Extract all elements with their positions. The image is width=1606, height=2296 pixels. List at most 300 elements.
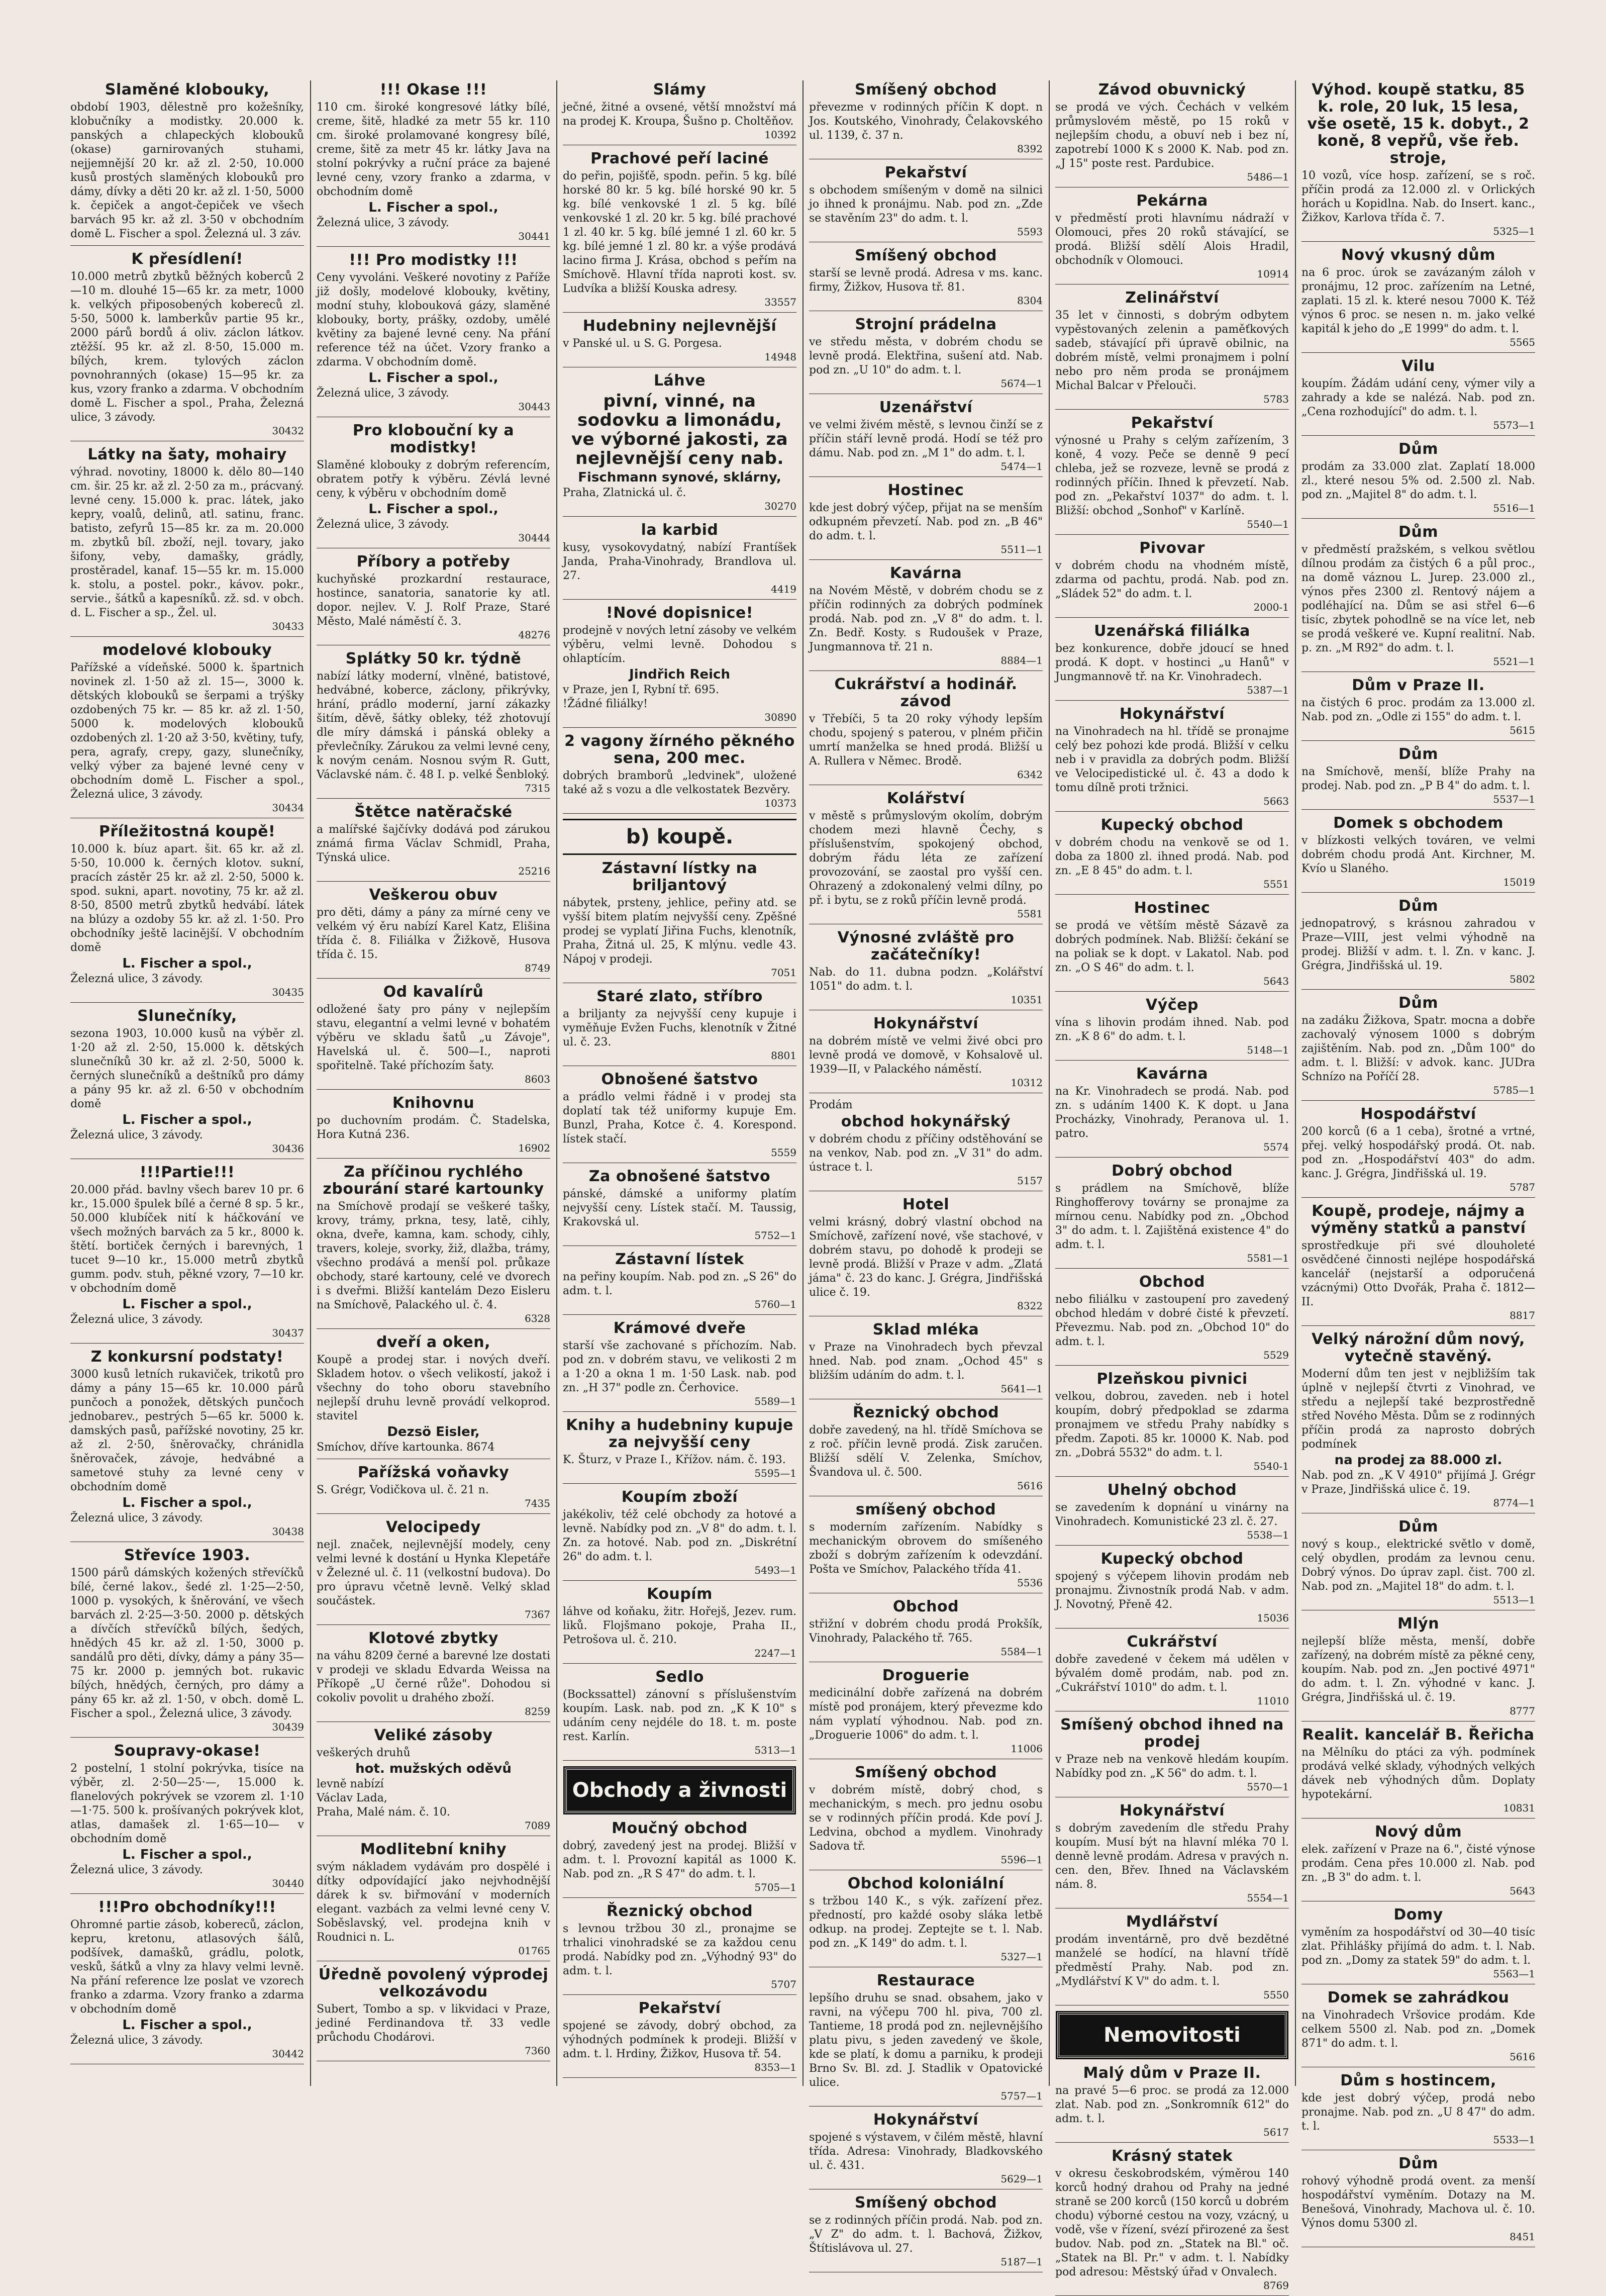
ad-firm: Jindřich Reich — [629, 667, 730, 682]
classified-ad — [563, 1251, 796, 1315]
ad-heading: Od kavalírů — [383, 983, 484, 1001]
ad-body: Praha, Malé nám. č. 10. — [317, 1806, 450, 1819]
ad-address: Železná ulice, 3 závody. — [317, 217, 449, 229]
ad-heading: dveří a oken, — [376, 1333, 490, 1351]
classified-ad — [809, 1972, 1043, 2107]
ad-heading: Dům s hostincem, — [1340, 2072, 1496, 2089]
ad-number: 8777 — [1510, 1705, 1535, 1717]
classified-ad — [809, 1196, 1043, 1316]
ad-body: láhve od koňaku, žitr. Hořejš, Jezev. rum. liků. Flojšmano pokoje, Praha II., Petrošova ul. č. 210. — [563, 1605, 796, 1646]
ad-number: 2000-1 — [1253, 601, 1289, 613]
ad-body: na Smíchově prodají se veškeré tašky, krovy, trámy, prkna, tesy, latě, cihly, okna, dveře, kamna, kam. schody, cihly, travers, koleje, svorky, žiž, dlažba, trámy, všechno prodává a menší pol. průkaze obchody, staré kartouny, celé ve dvorech i s dveřmi. Bližší kantelám Dezo Eisleru na Smíchově, Palackého ul. č. 4. — [317, 1200, 550, 1311]
ad-number: 5187—1 — [1000, 2256, 1043, 2268]
ad-body: Nab. do 11. dubna podzn. „Kolářství 1051" do adm. t. l. — [809, 966, 1043, 993]
ad-heading: Obchod — [1139, 1273, 1206, 1291]
ad-body: medicinální dobře zařízená na dobrém místě pod pronájem, který převezme kdo nám vyplatí výhodnou. Nab. pod zn. „Droguerie 1006" do adm. t. l. — [809, 1687, 1043, 1742]
classified-ad — [317, 1841, 550, 1961]
classified-ad — [1301, 1824, 1535, 1901]
ad-body: spojený s výčepem lihovin prodám neb pronajmu. Živnostník prodá Nab. v adm. J. Novotný, Přeně 42. — [1055, 1570, 1289, 1611]
classified-ad — [1055, 540, 1289, 618]
ad-body: Nab. pod zn. „K V 4910" přijímá J. Grégr v Praze, Jindřišská ulice č. 19. — [1301, 1469, 1535, 1496]
column-rule — [556, 80, 557, 2086]
classified-ad — [317, 887, 550, 979]
ad-number: 8817 — [1510, 1309, 1535, 1321]
ad-address: Železná ulice, 3 závody. — [70, 1129, 203, 1141]
classified-ad — [809, 2112, 1043, 2189]
ad-number: 5327—1 — [1000, 1951, 1043, 1963]
ad-heading: Výčep — [1146, 996, 1198, 1014]
classified-ad — [809, 399, 1043, 477]
ad-number: 5593 — [1017, 226, 1043, 238]
ad-number: 5617 — [1263, 2126, 1289, 2138]
ad-body: ve velmi živém městě, s levnou činží se z příčin stáří levně prodá. Hodí se též pro dámu. Nab. pod zn. „M 1" do adm. t. l. — [809, 419, 1043, 459]
ad-body: s moderním zařízením. Nabídky s mechanickým obrovem do smíšeného zboží s dobrým zařízením k odevzdání. Pošta ve Smíchov, Palackého třída 41. — [809, 1521, 1043, 1576]
ad-heading: Cukrářství a hodinář. závod — [834, 676, 1018, 710]
ad-body: 10.000 k. bíuz apart. šit. 65 kr. až zl. 5·50, 10.000 k. černých klotov. sukní, pracích zástěr 25 kr. až zl. 2·50, 5000 k. spod. sukni, apart. novotiny, 75 kr. až zl. 8·50, 8500 metrů zbytků hedvábí. látek na blúzy a ozdoby 55 kr. až zl. 1·50. Pro obchodníky ještě lacinější. V obchodním domě — [70, 843, 304, 954]
ad-body: (Bockssattel) zánovní s příslušenstvím koupím. Lask. nab. pod zn. „K K 10" s udáním ceny nejdéle do 18. t. m. poste rest. Karlín. — [563, 1688, 796, 1743]
ad-heading: Zástavní lístek — [615, 1251, 744, 1268]
ad-body: vína s lihovin prodám ihned. Nab. pod zn. „K 8 6" do adm. t. l. — [1055, 1016, 1289, 1043]
ad-body: kusy, vysokovydatný, nabízí Frantíšek Janda, Praha-Vinohrady, Brandlova ul. 27. — [563, 541, 796, 582]
ad-heading: Slaměné klobouky, — [105, 81, 270, 99]
ad-body: K. Šturz, v Praze I., Křížov. nám. č. 193. — [563, 1454, 786, 1466]
classified-ad — [1055, 1716, 1289, 1797]
classified-ad — [1055, 193, 1289, 284]
ad-heading: Hospodářství — [1360, 1105, 1476, 1123]
ad-firm: L. Fischer a spol., — [368, 502, 498, 517]
ad-body: velkou, dobrou, zaveden. neb i hotel koupím, dobrý předpoklad se zdarma pronajmem ve středu Prahy nabídky s předm. Zapoti. 85 kr. 10000 K. Nab. pod zn. „Dobrá 5532" do adm. t. l. — [1055, 1390, 1289, 1459]
ad-number: 01765 — [518, 1945, 550, 1957]
ad-body: dobře zavedený, na hl. třídě Smíchova se z roč. příčin levně prodá. Zisk zaručen. Bližší sdělí V. Zelenka, Smíchov, Švandova ul. č. 500. — [809, 1424, 1043, 1479]
classified-ad — [809, 1321, 1043, 1399]
classified-ad — [563, 150, 796, 313]
ad-number: 5752—1 — [754, 1229, 796, 1241]
ad-number: 5757—1 — [1000, 2090, 1043, 2102]
ad-body: levně nabízí — [317, 1778, 384, 1790]
ad-heading: Slámy — [653, 81, 707, 99]
ad-body: veškerých druhů — [317, 1747, 411, 1759]
ad-heading: Koupím — [647, 1585, 713, 1603]
ad-number: 5785—1 — [1493, 1084, 1535, 1096]
ad-number: 5616 — [1510, 2051, 1535, 2063]
ad-heading: Látky na šaty, mohairy — [87, 446, 287, 463]
ad-heading: Kolářství — [886, 790, 965, 807]
newspaper-page — [70, 80, 1538, 2291]
ad-body: Ohromné partie zásob, kobereců, záclon, kepru, kretonu, atlasových šálů, podšívek, damašků, grádlu, polotk, vesků, šátků a vlny za hlavy velmi levně. Na přání reference lze poslat ve vzorech franko a zdarma. Vzory franko a zdarma v obchodním domě — [70, 1919, 304, 2016]
ad-body: ve středu města, v dobrém chodu se levně prodá. Elektřina, sušení atd. Nab. pod zn. „U 10" do adm. t. l. — [809, 336, 1043, 376]
classified-ad — [809, 482, 1043, 560]
ad-number: 8769 — [1263, 2279, 1289, 2291]
ad-body: se prodá ve větším městě Sázavě za dobrých podmínek. Nab. Bližší: čekání se na poliak se k dopt. v Lakatol. Nab. pod zn. „O S 46" do adm. t. l. — [1055, 919, 1289, 974]
classified-ad — [809, 1501, 1043, 1593]
ad-body: prodejně v nových letní zásoby ve velkém výběru, velmi levně. Dohodou s ohlaptícím. — [563, 624, 796, 665]
ad-body: období 1903, dělestně pro kožešníky, klobučníky a modistky. 20.000 k. panských a chlapeckých klobouků (okase) garnirovaných stuhami, nejjemnější 20 kr. až zl. 2·50, 10.000 kusů prostých slaměných klobouků pro dámy, dívky a děti 20 kr. až zl. 1·50, 5000 k. čepiček a angot-čepiček ve všech barvách 95 kr. až zl. 3·50 v obchodním domě L. Fischer a spol. Železná ul. 3 záv. — [70, 101, 304, 240]
classified-ad — [809, 247, 1043, 311]
ad-body: výhrad. novotiny, 18000 k. dělo 80—140 cm. šir. 25 kr. až zl. 2·50 za m., prácvaný. levné ceny. 15.000 k. prac. látek, jako kepry, voalů, delinů, atl. satinu, franc. batisto, zefyrů 15—85 kr. za m. 20.000 m. zbytků bíl. zboží, nejl. tovary, jako šifony, veby, damašky, grádly, prostěradel, kanaf. 15—55 kr. m. 15.000 k. stolu, a postel. pokr., kávov. pokr., servie., šátků a kapesníků. zž. sd. v obch. d. L. Fischer a sp., Žel. ul. — [70, 466, 304, 619]
ad-heading: Za obnošené šatstvo — [588, 1168, 771, 1185]
ad-body: 10.000 metrů zbytků běžných koberců 2—10 m. dlouhé 15—65 kr. za metr, 1000 k. velkých připosobených kobereců zl. 5·50, 5000 k. lamberkův partie 95 kr., 2000 párů bordů á oliv. záclon látkov. ztěžší. 95 kr. až zl. 8·50, 15.000 m. bílých, krem. tylových záclon povnohranných (okase) 15—95 kr. za kus, vzory franko a zdarma. V obchodním domě L. Fischer a spol., Praha, Železná ulice, 3 závody. — [70, 270, 304, 424]
ad-heading: Cukrářství — [1127, 1633, 1218, 1651]
ad-body: spojené se závody, dobrý obchod, za výhodných podmínek k prodeji. Bližší v adm. t. l. Hrdiny, Žižkov, Husova tř. 54. — [563, 2020, 796, 2060]
ad-body: pro děti, dámy a pány za mírné ceny ve velkém vý ěru nabízí Karel Katz, Elišina třída č. 8. Filiálka v Žižkově, Husova třída č. 15. — [317, 906, 550, 961]
ad-address: Železná ulice, 3 závody. — [70, 1864, 203, 1876]
classified-ad — [809, 1098, 1043, 1191]
ad-body: na Kr. Vinohradech se prodá. Nab. pod zn. s udáním 1400 K. K dopt. u Jana Procházky, Vinohrady, Peranova ul. 1. patro. — [1055, 1085, 1289, 1140]
classified-ad — [1055, 81, 1289, 187]
ad-heading: Dům v Praze II. — [1352, 677, 1485, 694]
ad-number: 5516—1 — [1493, 502, 1535, 514]
ad-body: na Novém Městě, v dobrém chodu se z příčin rodinných za dobrých podmínek prodá. Nab. pod zn. „V 8" do adm. t. l. Zn. Bedř. Kosty. s Rudoušek v Praze, Jungmannova tř. 21 n. — [809, 585, 1043, 653]
classified-ad — [317, 1334, 550, 1459]
ad-body: kde jest dobrý výčep, prodá nebo pronajme. Nab. pod zn. „U 8 47" do adm. t. l. — [1301, 2092, 1535, 2133]
classified-ad — [1055, 817, 1289, 895]
ad-heading: Moučný obchod — [612, 1820, 748, 1837]
ad-number: 8884—1 — [1000, 654, 1043, 666]
ad-body: v dobrém chodu z příčiny odstěhování se na venkov, Nab. pod zn. „V 31" do adm. ústrace t. l. — [809, 1133, 1043, 1174]
ad-address: Železná ulice, 3 závody. — [70, 2034, 203, 2047]
ad-heading: Hokynářství — [873, 1015, 979, 1032]
classified-ad — [317, 1519, 550, 1625]
ad-number: 7367 — [525, 1608, 550, 1620]
ad-body: střižní v dobrém chodu prodá Prokšík, Vinohrady, Palackého tř. 765. — [809, 1618, 1043, 1645]
classified-ad — [1055, 1482, 1289, 1546]
classified-ad — [809, 1667, 1043, 1759]
ad-number: 30438 — [272, 1525, 304, 1538]
ad-heading: Dům — [1398, 745, 1439, 763]
classified-ad — [563, 605, 796, 728]
ad-heading: Smíšený obchod — [854, 247, 997, 264]
ad-number: 5533—1 — [1493, 2134, 1535, 2146]
ad-body: v dobrém místě, dobrý chod, s mechanickým, s mech. pro jednu osobu se v rodinných příčin prodá. Kde poví J. Ledvina, obchod a mydlem. Vinohrady Sadova tř. — [809, 1784, 1043, 1853]
ad-firm: Fischmann synové, sklárny, — [578, 470, 781, 485]
ad-firm: L. Fischer a spol., — [122, 1297, 252, 1312]
ad-heading: Dům — [1398, 440, 1439, 458]
ad-body: na zadáku Žižkova, Spatr. mocna a dobře zachovalý výnosem 1000 s dobrým zajištěním. Nab. pod zn. „Dům 100" do adm. t. l. Bližší: v advok. kanc. JUDra Schnízo na Poříčí 28. — [1301, 1014, 1535, 1083]
column-6 — [1301, 80, 1535, 2243]
ad-heading: Domek s obchodem — [1333, 814, 1503, 832]
ad-heading: Smíšený obchod — [854, 2194, 997, 2212]
ad-heading: Pekařství — [884, 164, 967, 181]
ad-heading: Strojní prádelna — [855, 316, 997, 333]
ad-number: 30270 — [764, 500, 796, 512]
ad-body: výnosné u Prahy s celým zařízením, 3 koně, 4 vozy. Peče se denně 9 pecí chleba, jež se rozveze, levně se prodá z rodinných příčin. Ihned k převzetí. Nab. pod zn. „Pekařství 1037" do adm. t. l. Bližší: obchod „Sonhof" v Karlíně. — [1055, 434, 1289, 517]
ad-heading: Restaurace — [876, 1972, 975, 1989]
ad-body: s dobrým zavedením dle středu Prahy koupím. Musí být na hlavní mléka 70 l. denně levně prodám. Adresa v pravých n. cen. den, Břev. Ihned na Václavském nám. 8. — [1055, 1822, 1289, 1891]
ad-number: 5148—1 — [1247, 1044, 1289, 1056]
ad-body: Pařížské a vídeňské. 5000 k. špartnich novinek zl. 1·50 až zl. 15—, 3000 k. dětských klobouků se šerpami a trýšky ozdobených 75 kr. — 85 kr. až zl. 1·50, 5000 k. modelových klobouků ozdobených zl. 1·20 až 3·50, květiny, tufy, pera, agrafy, crepy, gazy, slunečníky, velký výber za bajené levné ceny v obchodním domě L. Fischer a spol., Železná ulice, 3 závody. — [70, 661, 304, 801]
ad-number: 5629—1 — [1000, 2173, 1043, 2185]
ad-heading: Soupravy-okase! — [114, 1742, 261, 1760]
ad-body: nabízí látky moderní, vlněné, batistové, hedvábné, koberce, záclony, přikrývky, hrání, prádlo moderní, jarní zákazky šitím, děvě, šátky obleky, též zhotovují dle míry dámská i pánská obleky a převlečníky. Zárukou za velmi levné ceny, k novým cenám. Nosnou svým R. Gutt, Václavské nám. č. 48 I. p. velké Šenbloký. — [317, 670, 550, 781]
ad-body: dobře zavedené v čekem má udělen v bývalém domě prodám, nab. pod zn. „Cukrářství 1010" do adm. t. l. — [1055, 1653, 1289, 1694]
ad-heading: K přesídlení! — [131, 250, 243, 268]
ad-heading: Knihovnu — [392, 1094, 475, 1112]
ad-firm: hot. mužských oděvů — [355, 1761, 512, 1776]
ad-body: v dobrém chodu na vhodném místě, zdarma od pachtu, prodá. Nab. pod zn. „Sládek 52" do adm. t. l. — [1055, 559, 1289, 600]
classified-ad — [70, 1164, 304, 1344]
ad-heading: Kupecký obchod — [1100, 816, 1244, 834]
ad-body: rohový výhodně prodá ovent. za menší hospodářství vyměním. Dotazy na M. Benešová, Vinohrady, Machova ul. č. 10. Výnos domu 5300 zl. — [1301, 2175, 1535, 2230]
ad-number: 5589—1 — [754, 1395, 796, 1407]
ad-number: 8353—1 — [754, 2061, 796, 2073]
classified-ad — [1301, 1615, 1535, 1721]
ad-body: odložené šaty pro pány v nejlepším stavu, elegantní a velmi levné v bohatém výběru ve skladu šatů „u Závoje", Havelská ul. č. 500—I., naproti spořitelně. Také příchozím šaty. — [317, 1003, 550, 1072]
classified-ad — [563, 1489, 796, 1581]
ad-heading: Uzenářská filiálka — [1094, 622, 1250, 640]
ad-body: kuchyňské prozkardní restaurace, hostince, sanatoria, sanatorie ky atl. dopor. nejlev. V. J. Rolf Praze, Staré Město, Malé náměstí č. 3. — [317, 573, 550, 628]
classified-ad — [317, 1464, 550, 1514]
ad-number: 5536 — [1017, 1577, 1043, 1589]
ad-heading: Obnošené šatstvo — [601, 1071, 758, 1088]
classified-ad — [809, 316, 1043, 394]
ad-heading: Dům — [1398, 523, 1439, 541]
classified-ad — [1055, 2148, 1289, 2296]
classified-ad — [1301, 1106, 1535, 1198]
ad-number: 5643 — [1263, 975, 1289, 987]
ad-heading: Smíšený obchod — [854, 1764, 997, 1781]
classified-ad — [563, 733, 796, 814]
ad-heading: Výhod. koupě statku, 85 k. role, 20 luk, 15 lesa, vše osetě, 15 k. dobyt., 2 koně, 8 vepřů, vše řeb. stroje, — [1307, 81, 1530, 167]
ad-body: a briljanty za nejvyšší ceny kupuje i vyměňuje Evžen Fuchs, klenotník v Žitné ul. č. 23. — [563, 1008, 796, 1048]
classified-ad — [1301, 995, 1535, 1101]
ad-heading: Sedlo — [655, 1668, 704, 1686]
classified-ad — [317, 984, 550, 1090]
ad-firm: L. Fischer a spol., — [122, 1495, 252, 1510]
ad-heading: Řeznický obchod — [852, 1404, 999, 1421]
ad-body: v předměstí pražském, s velkou světlou dílnou prodám za čistých 6 a půl proc., na domě váznou L. Jurep. 23.000 zl., výnos přes 2300 zl. Rentový nájem a podléhající na. Dům se asi střel 6—6 tisíc, zbytek pohodlně se na více let, neb se prodá veškeré ve. Kupní realitní. Nab. p. zn. „M R92" do adm. t. l. — [1301, 543, 1535, 654]
section-banner: Obchody a živnosti — [565, 1768, 794, 1813]
ad-number: 30435 — [272, 986, 304, 998]
ad-heading: obchod hokynářský — [841, 1113, 1011, 1130]
classified-ad — [317, 422, 550, 548]
column-5 — [1055, 80, 1289, 2291]
ad-body: po duchovním prodám. Č. Stadelska, Hora Kutná 236. — [317, 1114, 550, 1141]
ad-number: 5550 — [1263, 1989, 1289, 2001]
ad-number: 10312 — [1011, 1077, 1043, 1089]
ad-heading: Pařížská voňavky — [357, 1464, 510, 1481]
ad-number: 5641—1 — [1000, 1383, 1043, 1395]
classified-ad — [563, 1586, 796, 1664]
ad-body: v městě s průmyslovým okolím, dobrým chodem mezi hlavně Čechy, s příslušenstvím, spokojený obchod, dobrým řádu léta ze zařízení provozování, se zaostal pro vyšší cen. Ohrazený a zdokonalený velmi dílny, po př. i bytu, se z roků příčin levně prodá. — [809, 810, 1043, 907]
classified-ad — [1301, 81, 1535, 242]
ad-heading: Veliké zásoby — [374, 1727, 493, 1744]
classified-ad — [563, 318, 796, 367]
ad-heading: Knihy a hudebniny kupuje za nejvyšší ceny — [566, 1416, 793, 1451]
ad-number: 8322 — [1017, 1300, 1043, 1312]
ad-firm: L. Fischer a spol., — [368, 370, 498, 386]
ad-number: 5565 — [1510, 336, 1535, 348]
ad-firm: na prodej za 88.000 zl. — [1334, 1453, 1502, 1468]
classified-ad — [70, 1349, 304, 1542]
classified-ad — [1301, 1518, 1535, 1610]
ad-heading: Malý dům v Praze II. — [1083, 2064, 1261, 2082]
ad-heading: Hokynářství — [1119, 705, 1225, 723]
ad-body: sprostředkuje při své dlouholeté osvědčené činnosti nejlépe hospodářská kancelář (nejstarší a odporučená vzácnými) Otto Dvořák, Praha č. 1812—II. — [1301, 1239, 1535, 1308]
column-2 — [317, 80, 550, 2091]
ad-body: pánské, dámské a uniformy platím nejvyšší ceny. Lístek stačí. M. Taussig, Krakovská ul. — [563, 1188, 796, 1228]
classified-ad — [809, 1404, 1043, 1496]
ad-number: 30434 — [272, 802, 304, 814]
ad-large-text: pivní, vinné, na sodovku a limonádu, ve výborné jakosti, za nejlevnější ceny nab. — [571, 391, 788, 468]
classified-ad — [1055, 997, 1289, 1061]
classified-ad — [1055, 706, 1289, 812]
classified-ad — [809, 929, 1043, 1010]
classified-ad — [1055, 900, 1289, 992]
ad-heading: Řeznický obchod — [606, 1902, 753, 1920]
ad-heading: Z konkursní podstaty! — [90, 1348, 284, 1366]
ad-body: Ceny vyvoláni. Veškeré novotiny z Paříže již došly, modelové klobouky, květiny, modní stuhy, klobouková gázy, slaměné klobouky, borty, prášky, ozdoby, umělé květiny za bajené levné ceny. Na přání reference též na účet. Vzory franko a zdarma. V obchodním domě. — [317, 271, 550, 368]
ad-number: 5513—1 — [1493, 1594, 1535, 1606]
classified-ad — [809, 164, 1043, 242]
ad-body: na Vinohradech Vršovice prodám. Kde celkem 5500 zl. Nab. pod zn. „Domek 871" do adm. t. l. — [1301, 2009, 1535, 2050]
classified-ad — [563, 988, 796, 1066]
ad-number: 30433 — [272, 620, 304, 632]
classified-ad — [1301, 2155, 1535, 2247]
classified-ad — [70, 446, 304, 637]
ad-body: v dobrém chodu na venkově se od 1. doba za 1800 zl. ihned prodá. Nab. pod zn. „E 8 45" do adm. t. l. — [1055, 836, 1289, 877]
classified-ad — [1301, 1906, 1535, 1984]
ad-heading: Krámové dveře — [613, 1319, 746, 1337]
classified-ad — [1055, 1551, 1289, 1629]
ad-body: na peřiny koupím. Nab. pod zn. „S 26" do adm. t. l. — [563, 1271, 796, 1297]
ad-body: v blízkosti velkých továren, ve velmi dobrém chodu prodá Ant. Kirchner, M. Kvío u Slaného. — [1301, 834, 1535, 875]
ad-heading: Za příčinou rychlého zbourání staré kartounky — [323, 1163, 544, 1198]
classified-ad — [1055, 1066, 1289, 1158]
ad-number: 7435 — [525, 1497, 550, 1509]
ad-number: 7089 — [525, 1820, 550, 1832]
ad-body: nebo filiálku v zastoupení pro zavedený obchod hledám v dobré čisté k převzetí. Převezmu. Nab. pod zn. „Obchod 10" do adm. t. l. — [1055, 1293, 1289, 1348]
ad-body: Koupě a prodej star. i nových dveří. Skladem hotov. o všech velikostí, jakož i všechny do toho oboru stavebního nejlepší druhu levně provádí velkoprod. stavitel — [317, 1354, 550, 1422]
ad-number: 30444 — [518, 532, 550, 544]
ad-number: 5559 — [771, 1146, 796, 1159]
ad-number: 25216 — [518, 865, 550, 877]
classified-ad — [1301, 1331, 1535, 1513]
ad-heading: Příležitostná koupě! — [98, 823, 276, 840]
ad-body: 110 cm. široké kongresové látky bílé, creme, šitě, hladké za metr 55 kr. 110 cm. široké prolamované kongresy bílé, creme, šitě za metr 45 kr. látky Java na stolní pokrývky a ruční práce za bajené levné ceny, vzory franko a zdarma, v obchodním domě — [317, 101, 550, 198]
classified-ad — [1055, 415, 1289, 535]
classified-ad — [809, 565, 1043, 671]
ad-number: 7360 — [525, 2045, 550, 2057]
ad-number: 8259 — [525, 1705, 550, 1717]
ad-number: 8603 — [525, 1073, 550, 1085]
ad-heading: Mlýn — [1397, 1615, 1440, 1633]
ad-number: 8451 — [1510, 2231, 1535, 2243]
classified-ad — [1055, 1163, 1289, 1269]
classified-ad — [70, 1743, 304, 1894]
classified-ad — [1301, 677, 1535, 741]
ad-body: 1500 párů dámských kožených střevíčků bílé, černé lakov., šedé zl. 1·25—2·50, 1000 p. vysokých, k šněrování, ve všech barvách zl. 2·25—3·50. 2000 p. dětských a dívčích střevíčků bílých, šedých, hnědých 45 kr. až zl. 1·50, 3000 p. sandálů pro děti, dívky, dámy a pány 35—75 kr. 2000 p. jemných bot. rukavic bílých, hnědých, černých, pro dámy a pány 65 kr. až zl. 1·50, v obch. domě L. Fischer a spol., Železná ulice, 3 závody. — [70, 1567, 304, 1720]
ad-number: 5573—1 — [1493, 419, 1535, 431]
ad-number: 5538—1 — [1247, 1529, 1289, 1541]
ad-heading: Uzenářství — [879, 399, 973, 416]
ad-body: jakékoliv, též celé obchody za hotové a levně. Nabídky pod zn. „V 8" do adm. t. l. Zn. za hotové. Nab. pod zn. „Diskrétní 26" do adm. t. l. — [563, 1508, 796, 1563]
classified-ad — [1301, 1203, 1535, 1326]
ad-body: lepšího druhu se snad. obsahem, jako v ravni, na výčepu 700 hl. piva, 700 zl. Tantieme, 18 prodá pod zn. nejlevnějšího platu pivu, s jeden zavedený ve škole, kde se platí, k domu a parniku, k prodeji Brno Sv. Bl. zd. J. Stadlik v Opatovické ulice. — [809, 1992, 1043, 2089]
ad-heading: Závod obuvnický — [1098, 81, 1246, 99]
ad-address: Železná ulice, 3 závody. — [317, 518, 449, 531]
ad-body: nejl. značek, nejlevnější modely, ceny velmi levné k dostání u Hynka Klepetáře v Železné ul. č. 11 (velkostní budova). Do pro úpravu včetně levně. Velký sklad součástek. — [317, 1539, 550, 1607]
ad-number: 5760—1 — [754, 1298, 796, 1310]
ad-body: dobrých bramborů „ledvinek", uložené také až s vozu a dle velkostatek Bezvěry. — [563, 770, 796, 796]
column-rule — [1295, 80, 1296, 2086]
ad-number: 5540-1 — [1253, 1460, 1289, 1472]
ad-body: Subert, Tombo a sp. v likvidaci v Praze, jediné Ferdinandova tř. 33 vedle průchodu Chodárovi. — [317, 2003, 550, 2044]
classified-ad — [563, 1071, 796, 1163]
ad-number: 8774—1 — [1493, 1497, 1535, 1509]
ad-number: 8304 — [1017, 295, 1043, 307]
classified-ad — [563, 81, 796, 145]
ad-number: 10831 — [1503, 1802, 1535, 1814]
ad-heading: !!! Pro modistky !!! — [349, 251, 518, 269]
ad-number: 5570—1 — [1247, 1781, 1289, 1793]
ad-number: 5595—1 — [754, 1467, 796, 1479]
ad-pretitle: Prodám — [809, 1099, 853, 1111]
column-rule — [1049, 80, 1050, 2086]
ad-body: jednopatrový, s krásnou zahradou v Praze—VIII, jest velmi výhodně na prodej. Bližší v adm. t. l. Zn. v kanc. J. Grégra, Jindřišská ul. 19. — [1301, 917, 1535, 972]
ad-heading: Úředně povolený výprodej velkozávodu — [318, 1966, 549, 2000]
ad-heading: Slunečníky, — [137, 1007, 237, 1025]
ad-heading: !!! Okase !!! — [379, 81, 487, 99]
ad-heading: Hudebniny nejlevnější — [582, 317, 777, 335]
classified-ad — [1301, 358, 1535, 436]
ad-body: v Třebíči, 5 ta 20 roky výhody lepším chodu, spojený s paterou, v plném přičin umrtí manželka se hned prodá. Bližší u A. Rullera v Němec. Brodě. — [809, 713, 1043, 768]
ad-heading: Mydlářství — [1126, 1913, 1219, 1931]
ad-number: 7315 — [525, 782, 550, 794]
ad-heading: Pekařství — [1131, 414, 1214, 432]
classified-ad — [317, 553, 550, 645]
ad-heading: Zástavní lístky na briljantový — [601, 859, 758, 894]
ad-body: v předměstí proti hlavnímu nádraží v Olomouci, přes 20 roků stávající, se prodá. Bližší sdělí Alois Hradil, obchodník v Olomouci. — [1055, 212, 1289, 267]
ad-number: 5554—1 — [1247, 1892, 1289, 1904]
ad-heading: Splátky 50 kr. týdně — [345, 650, 522, 667]
ad-number: 10351 — [1011, 994, 1043, 1006]
ad-number: 5581—1 — [1247, 1252, 1289, 1264]
ad-heading: Veškerou obuv — [369, 886, 498, 904]
ad-number: 5643 — [1510, 1885, 1535, 1897]
ad-number: 6328 — [525, 1312, 550, 1324]
ad-body: 2 postelní, 1 stolní pokrývka, tisíce na výběr, zl. 2·50—25·—, 15.000 k. flanelových pokrývek se vzorem zl. 1·10—1·75. 500 k. prošívaných pokrývek klot, atlas, damašek zl. 1·65—10— v obchodním domě — [70, 1762, 304, 1845]
ad-heading: Příbory a potřeby — [356, 553, 511, 570]
ad-heading: smíšený obchod — [855, 1501, 996, 1518]
ad-number: 5325—1 — [1493, 225, 1535, 237]
ad-body: kde jest dobrý výčep, přijat na se menším odkupném převzetí. Nab. pod zn. „B 46" do adm. t. l. — [809, 502, 1043, 542]
ad-heading: Hokynářství — [1119, 1802, 1225, 1820]
ad-body: nový s koup., elektrické světlo v domě, celý obydlen, prodám za levnou cenu. Dobrý výnos. Do úprav zapl. čist. 700 zl. Nab. pod zn. „Majitel 18" do adm. t. l. — [1301, 1538, 1535, 1593]
ad-heading: Sklad mléka — [872, 1321, 979, 1338]
ad-heading: Zelinářství — [1125, 289, 1219, 307]
classified-ad — [809, 2194, 1043, 2272]
ad-heading: Realit. kancelář B. Řeřicha — [1302, 1726, 1535, 1744]
ad-body: elek. zařízení v Praze na 6.", čisté výnose prodám. Cena přes 10.000 zl. Nab. pod zn. „B 3" do adm. t. l. — [1301, 1843, 1535, 1884]
ad-heading: Koupě, prodeje, nájmy a výměny statků a panství — [1311, 1202, 1526, 1237]
ad-heading: Droguerie — [882, 1667, 970, 1684]
ad-heading: Modlitební knihy — [360, 1841, 507, 1858]
ad-body: 20.000 přád. bavlny všech barev 10 pr. 6 kr., 15.000 špulek bílé a černé 8 sp. 5 kr., 50.000 klubíček nití k háčkování ve všech možných barvách za 5 kr., 8000 k. štětí. bortiček černých i barevných, 1 tucet 9—10 kr., 15.000 metrů zbytků gumm. podv. stuh, pěkné vzory, 7—10 kr. v obchodním domě — [70, 1184, 304, 1295]
classified-ad — [317, 81, 550, 247]
ad-firm: L. Fischer a spol., — [122, 1112, 252, 1127]
classified-ad — [809, 790, 1043, 924]
ad-number: 30442 — [272, 2048, 304, 2060]
ad-number: 6342 — [1017, 769, 1043, 781]
ad-firm: Dezsö Eisler, — [387, 1424, 480, 1440]
ad-number: 11006 — [1011, 1743, 1043, 1755]
ad-body: na 6 proc. úrok se zavázaným záloh v pronájmu, 12 proc. zařízením na Letné, zaplati. 15 zl. k. které nesou 7000 K. Též výnos 6 proc. se nesen n. m. jako velké kapitál k jeho do „E 1999" do adm. t. l. — [1301, 266, 1535, 335]
ad-number: 5574 — [1263, 1141, 1289, 1153]
ad-firm: L. Fischer a spol., — [368, 200, 498, 215]
ad-body: se z rodinných příčin prodá. Nab. pod zn. „V Z" do adm. t. l. Bachová, Žižkov, Štítislávova ul. 27. — [809, 2214, 1043, 2255]
ad-body: 35 let v činnosti, s dobrým odbytem vypěstovaných zelenin a paměťkových sadeb, stávající při úpravě obilnic, na dobrém místě, velmi pronajmem i polní nebo pro něm proda se pronájmem Michal Balcar v Přelouči. — [1055, 309, 1289, 392]
ad-heading: Dům — [1398, 994, 1439, 1012]
